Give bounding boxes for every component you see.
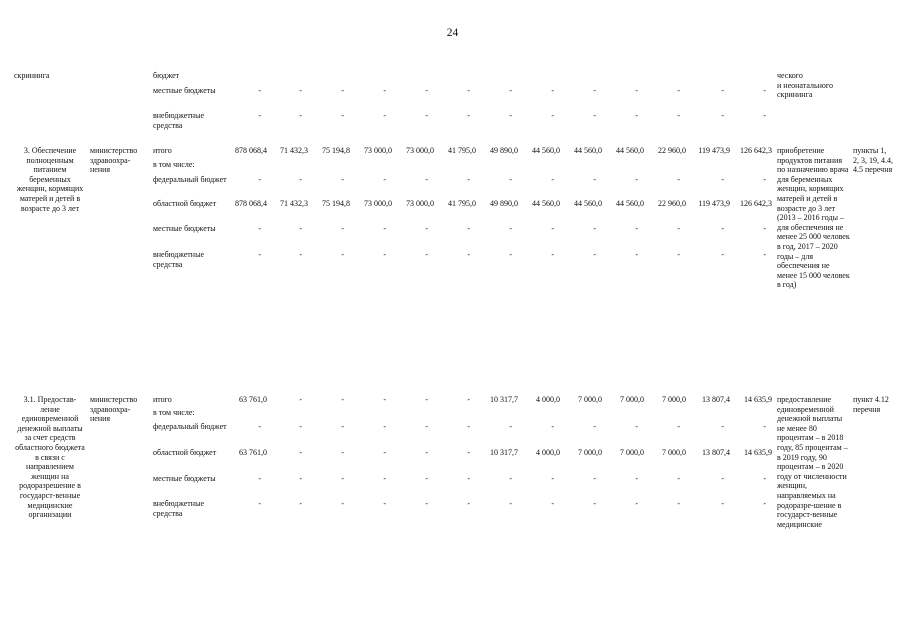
row3-source-incl: в том числе: xyxy=(153,160,195,169)
row3-local-dash: - xyxy=(258,224,261,233)
top-source-local: местные бюджеты xyxy=(153,86,216,95)
row3-fed-dash: - xyxy=(467,175,470,184)
row3-source-total: итого xyxy=(153,146,172,155)
row3-total-value: 44 560,0 xyxy=(616,146,644,155)
top-source-extra: внебюджетные средства xyxy=(153,111,204,130)
row3-local-dash: - xyxy=(299,224,302,233)
top-local-dash: - xyxy=(258,86,261,95)
row31-fed-dash: - xyxy=(383,422,386,431)
row3-reg-value: 119 473,9 xyxy=(698,199,730,208)
row3-local-dash: - xyxy=(551,224,554,233)
row31-extra-dash: - xyxy=(677,499,680,508)
row31-local-dash: - xyxy=(299,474,302,483)
row31-extra-dash: - xyxy=(721,499,724,508)
top-local-dash: - xyxy=(763,86,766,95)
top-local-dash: - xyxy=(635,86,638,95)
row31-fed-dash: - xyxy=(509,422,512,431)
row3-total-value: 44 560,0 xyxy=(532,146,560,155)
top-local-dash: - xyxy=(467,86,470,95)
row31-local-dash: - xyxy=(677,474,680,483)
row31-fed-dash: - xyxy=(425,422,428,431)
row31-local-dash: - xyxy=(763,474,766,483)
row31-extra-dash: - xyxy=(467,499,470,508)
top-source-budget: бюджет xyxy=(153,71,180,80)
row31-result: предоставление единовременной денежной выплаты не менее 80 процентам – в 2018 году, 85 процентам – в 2019 году, 90 процентам – в 2020 году от численности женщин, направляемых на родоразре-шение в государст-венные медицинские xyxy=(777,395,848,529)
row31-reg-value: - xyxy=(383,448,386,457)
row31-reg-value: - xyxy=(341,448,344,457)
top-result: ческого и неонатального скрининга xyxy=(777,71,833,100)
row3-reg-value: 71 432,3 xyxy=(280,199,308,208)
row3-local-dash: - xyxy=(467,224,470,233)
row3-total-value: 71 432,3 xyxy=(280,146,308,155)
row31-reg-value: 10 317,7 xyxy=(490,448,518,457)
row3-extra-dash: - xyxy=(763,250,766,259)
row3-fed-dash: - xyxy=(763,175,766,184)
top-local-dash: - xyxy=(551,86,554,95)
row31-reg-value: - xyxy=(467,448,470,457)
top-extra-dash: - xyxy=(593,111,596,120)
top-extra-dash: - xyxy=(721,111,724,120)
row3-local-dash: - xyxy=(425,224,428,233)
row3-fed-dash: - xyxy=(258,175,261,184)
row31-local-dash: - xyxy=(593,474,596,483)
row31-local-dash: - xyxy=(341,474,344,483)
row3-reg-value: 73 000,0 xyxy=(406,199,434,208)
row31-fed-dash: - xyxy=(635,422,638,431)
row3-extra-dash: - xyxy=(383,250,386,259)
row3-fed-dash: - xyxy=(509,175,512,184)
row3-total-value: 73 000,0 xyxy=(364,146,392,155)
row3-local-dash: - xyxy=(509,224,512,233)
row31-total-value: - xyxy=(299,395,302,404)
row31-reg-value: 7 000,0 xyxy=(620,448,644,457)
row3-extra-dash: - xyxy=(721,250,724,259)
row3-reg-value: 22 960,0 xyxy=(658,199,686,208)
row31-total-value: 63 761,0 xyxy=(239,395,267,404)
row31-fed-dash: - xyxy=(763,422,766,431)
row31-reg-value: 7 000,0 xyxy=(578,448,602,457)
row31-local-dash: - xyxy=(467,474,470,483)
row31-local-dash: - xyxy=(425,474,428,483)
row31-local-dash: - xyxy=(383,474,386,483)
top-extra-dash: - xyxy=(551,111,554,120)
row3-local-dash: - xyxy=(721,224,724,233)
row3-local-dash: - xyxy=(383,224,386,233)
row31-total-value: - xyxy=(425,395,428,404)
row31-local-dash: - xyxy=(509,474,512,483)
top-extra-dash: - xyxy=(425,111,428,120)
row31-source-local: местные бюджеты xyxy=(153,474,216,483)
row3-reg-value: 49 890,0 xyxy=(490,199,518,208)
row3-local-dash: - xyxy=(763,224,766,233)
row31-fed-dash: - xyxy=(551,422,554,431)
row3-total-value: 22 960,0 xyxy=(658,146,686,155)
row31-extra-dash: - xyxy=(509,499,512,508)
top-extra-dash: - xyxy=(258,111,261,120)
top-local-dash: - xyxy=(383,86,386,95)
row3-source-reg: областной бюджет xyxy=(153,199,217,208)
row31-fed-dash: - xyxy=(341,422,344,431)
top-local-dash: - xyxy=(593,86,596,95)
row31-name: 3.1. Предостав-ление единовременной денежной выплаты за счет средств областного бюджета в связи с направлением женщин на родоразрешение в государст-венные медицинские организации xyxy=(15,395,85,520)
row31-extra-dash: - xyxy=(425,499,428,508)
row3-fed-dash: - xyxy=(383,175,386,184)
row31-total-value: 7 000,0 xyxy=(620,395,644,404)
row3-reg-value: 73 000,0 xyxy=(364,199,392,208)
row3-extra-dash: - xyxy=(635,250,638,259)
top-extra-dash: - xyxy=(383,111,386,120)
top-local-dash: - xyxy=(299,86,302,95)
row31-total-value: 7 000,0 xyxy=(662,395,686,404)
row31-total-value: 7 000,0 xyxy=(578,395,602,404)
row3-total-value: 75 194,8 xyxy=(322,146,350,155)
row3-executor: министерство здравоохра-нения xyxy=(90,146,138,175)
top-extra-dash: - xyxy=(509,111,512,120)
row3-total-value: 41 795,0 xyxy=(448,146,476,155)
row3-reg-value: 878 068,4 xyxy=(235,199,267,208)
row3-reg-value: 75 194,8 xyxy=(322,199,350,208)
row3-local-dash: - xyxy=(677,224,680,233)
row31-fed-dash: - xyxy=(593,422,596,431)
row31-reg-value: 4 000,0 xyxy=(536,448,560,457)
row31-executor: министерство здравоохра-нения xyxy=(90,395,138,424)
row3-fed-dash: - xyxy=(341,175,344,184)
row3-extra-dash: - xyxy=(677,250,680,259)
top-extra-dash: - xyxy=(299,111,302,120)
row3-fed-dash: - xyxy=(299,175,302,184)
row3-source-local: местные бюджеты xyxy=(153,224,216,233)
row3-reg-value: 41 795,0 xyxy=(448,199,476,208)
row3-extra-dash: - xyxy=(467,250,470,259)
row31-extra-dash: - xyxy=(551,499,554,508)
row3-fed-dash: - xyxy=(593,175,596,184)
row3-total-value: 126 642,3 xyxy=(740,146,772,155)
row31-reg-value: 7 000,0 xyxy=(662,448,686,457)
row3-extra-dash: - xyxy=(593,250,596,259)
row3-total-value: 878 068,4 xyxy=(235,146,267,155)
row31-extra-dash: - xyxy=(258,499,261,508)
row31-fed-dash: - xyxy=(467,422,470,431)
row3-local-dash: - xyxy=(593,224,596,233)
row31-reg-value: - xyxy=(425,448,428,457)
row3-name: 3. Обеспечение полноценным питанием беременных женщин, кормящих матерей и детей в возрасте до 3 лет xyxy=(16,146,84,213)
row31-points: пункт 4.12 перечня xyxy=(853,395,889,414)
row3-reg-value: 126 642,3 xyxy=(740,199,772,208)
top-extra-dash: - xyxy=(341,111,344,120)
top-local-dash: - xyxy=(721,86,724,95)
row31-fed-dash: - xyxy=(677,422,680,431)
row31-source-extra: внебюджетные средства xyxy=(153,499,204,518)
row3-local-dash: - xyxy=(635,224,638,233)
row31-extra-dash: - xyxy=(593,499,596,508)
row31-extra-dash: - xyxy=(383,499,386,508)
row31-extra-dash: - xyxy=(763,499,766,508)
top-local-dash: - xyxy=(341,86,344,95)
row31-local-dash: - xyxy=(721,474,724,483)
row31-total-value: 4 000,0 xyxy=(536,395,560,404)
row3-fed-dash: - xyxy=(721,175,724,184)
row31-total-value: 13 807,4 xyxy=(702,395,730,404)
row3-extra-dash: - xyxy=(509,250,512,259)
row31-reg-value: - xyxy=(299,448,302,457)
row31-total-value: - xyxy=(467,395,470,404)
row3-reg-value: 44 560,0 xyxy=(616,199,644,208)
row3-fed-dash: - xyxy=(677,175,680,184)
row3-fed-dash: - xyxy=(425,175,428,184)
row31-extra-dash: - xyxy=(299,499,302,508)
row3-extra-dash: - xyxy=(341,250,344,259)
row31-local-dash: - xyxy=(258,474,261,483)
top-local-dash: - xyxy=(509,86,512,95)
row31-local-dash: - xyxy=(551,474,554,483)
row3-fed-dash: - xyxy=(635,175,638,184)
row31-reg-value: 14 635,9 xyxy=(744,448,772,457)
row31-total-value: 10 317,7 xyxy=(490,395,518,404)
row31-extra-dash: - xyxy=(635,499,638,508)
row31-extra-dash: - xyxy=(341,499,344,508)
row3-total-value: 49 890,0 xyxy=(490,146,518,155)
top-local-dash: - xyxy=(425,86,428,95)
row3-extra-dash: - xyxy=(258,250,261,259)
row31-source-incl: в том числе: xyxy=(153,408,195,417)
row3-total-value: 73 000,0 xyxy=(406,146,434,155)
row3-total-value: 44 560,0 xyxy=(574,146,602,155)
row31-source-total: итого xyxy=(153,395,172,404)
row3-reg-value: 44 560,0 xyxy=(574,199,602,208)
row3-extra-dash: - xyxy=(425,250,428,259)
row31-local-dash: - xyxy=(635,474,638,483)
row3-source-fed: федеральный бюджет xyxy=(153,175,227,184)
row3-total-value: 119 473,9 xyxy=(698,146,730,155)
page-number: 24 xyxy=(446,27,459,39)
top-extra-dash: - xyxy=(677,111,680,120)
row3-fed-dash: - xyxy=(551,175,554,184)
row31-fed-dash: - xyxy=(258,422,261,431)
row31-source-fed: федеральный бюджет xyxy=(153,422,227,431)
row31-total-value: 14 635,9 xyxy=(744,395,772,404)
top-activity-name: скрининга xyxy=(14,71,50,80)
top-extra-dash: - xyxy=(467,111,470,120)
top-extra-dash: - xyxy=(635,111,638,120)
row3-extra-dash: - xyxy=(551,250,554,259)
row3-points: пункты 1, 2, 3, 19, 4.4, 4.5 перечня xyxy=(853,146,893,175)
row31-source-reg: областной бюджет xyxy=(153,448,217,457)
row3-reg-value: 44 560,0 xyxy=(532,199,560,208)
row31-total-value: - xyxy=(383,395,386,404)
row3-source-extra: внебюджетные средства xyxy=(153,250,204,269)
row31-reg-value: 13 807,4 xyxy=(702,448,730,457)
row31-fed-dash: - xyxy=(299,422,302,431)
row31-reg-value: 63 761,0 xyxy=(239,448,267,457)
top-local-dash: - xyxy=(677,86,680,95)
row31-fed-dash: - xyxy=(721,422,724,431)
top-extra-dash: - xyxy=(763,111,766,120)
row3-extra-dash: - xyxy=(299,250,302,259)
row3-result: приобретение продуктов питания по назначению врача для беременных женщин, кормящих матерей и детей в возрасте до 3 лет (2013 – 2016 годы – для обеспечения не менее 25 000 человек в год, 2017 – 2020 годы – для обеспечения не менее 15 000 человек в год) xyxy=(777,146,850,290)
row31-total-value: - xyxy=(341,395,344,404)
row3-local-dash: - xyxy=(341,224,344,233)
